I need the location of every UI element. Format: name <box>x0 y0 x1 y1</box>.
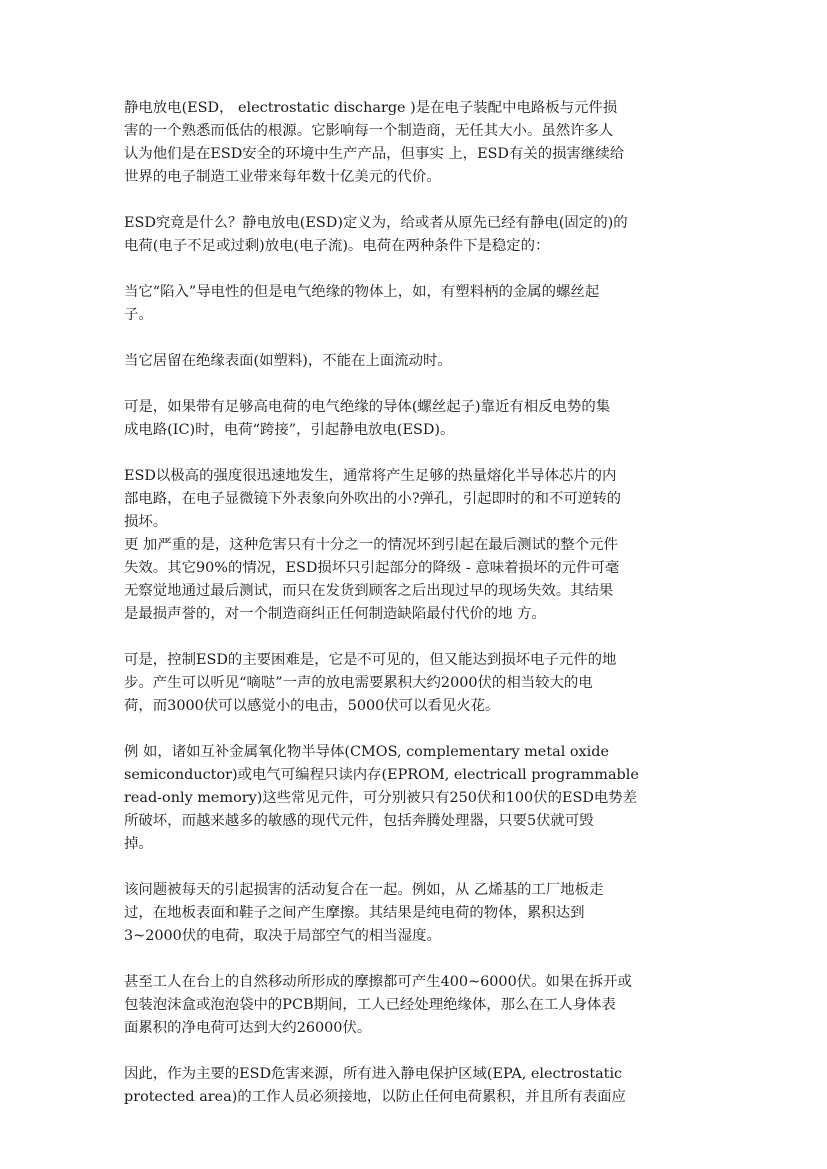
paragraph-sensitive-components: 例 如，诸如互补金属氧化物半导体(CMOS, complementary metal oxide semiconductor)或电气可编程只读内存(EPROM, electricall programmable read-only memory)这些常见元件，可分别被只有250伏和100伏的ESD电势差 所破坏，而越来越多的敏感的现代元件，包括奔腾处理器，只要5伏就可毁 掉。 <box>124 744 639 852</box>
paragraph-condition-insulator: 当它居留在绝缘表面(如塑料)，不能在上面流动时。 <box>124 353 452 369</box>
paragraph-charge-jump: 可是，如果带有足够高电荷的电气绝缘的导体(螺丝起子)靠近有相反电势的集 成电路(IC)时，电荷“跨接”，引起静电放电(ESD)。 <box>124 399 611 438</box>
document-page <box>124 97 702 1109</box>
paragraph-worker-friction: 甚至工人在台上的自然移动所形成的摩擦都可产生400~6000伏。如果在拆开或 包装泡沫盒或泡泡袋中的PCB期间，工人已经处理绝缘体，那么在工人身体表 面累积的净电荷可达到大约26000伏。 <box>124 974 632 1036</box>
paragraph-esd-definition: ESD究竟是什么？静电放电(ESD)定义为，给或者从原先已经有静电(固定的)的 电荷(电子不足或过剩)放电(电子流)。电荷在两种条件下是稳定的： <box>124 215 628 254</box>
paragraph-condition-trapped: 当它“陷入”导电性的但是电气绝缘的物体上，如，有塑料柄的金属的螺丝起 子。 <box>124 284 600 323</box>
paragraph-partial-degradation: 更 加严重的是，这种危害只有十分之一的情况坏到引起在最后测试的整个元件 失效。其它90%的情况，ESD损坏只引起部分的降级 - 意味着损坏的元件可毫 无察觉地通过最后测试，而只在发货到顾客之后出现过早的现场失效。其结果 是最损声誉的，对一个制造商纠正任何制造缺陷最付代价的地 方。 <box>124 537 620 622</box>
paragraph-esd-damage: ESD以极高的强度很迅速地发生，通常将产生足够的热量熔化半导体芯片的内 部电路，在电子显微镜下外表象向外吹出的小?弹孔，引起即时的和不可逆转的 损坏。 <box>124 468 621 530</box>
paragraph-daily-activities: 该问题被每天的引起损害的活动复合在一起。例如，从 乙烯基的工厂地板走 过，在地板表面和鞋子之间产生摩擦。其结果是纯电荷的物体，累积达到 3~2000伏的电荷，取决于局部空气的相当湿度。 <box>124 882 604 944</box>
paragraph-epa-grounding: 因此，作为主要的ESD危害来源，所有进入静电保护区域(EPA, electrostatic protected area)的工作人员必须接地，以防止任何电荷累积，并且所有表面应 <box>124 1066 626 1105</box>
paragraph-esd-intro: 静电放电(ESD， electrostatic discharge )是在电子装配中电路板与元件损 害的一个熟悉而低估的根源。它影响每一个制造商，无任其大小。虽然许多人 认为他们是在ESD安全的环境中生产产品，但事实 上，ESD有关的损害继续给 世界的电子制造工业带来每年数十亿美元的代价。 <box>124 100 625 185</box>
paragraph-invisible-esd: 可是，控制ESD的主要困难是，它是不可见的，但又能达到损坏电子元件的地 步。产生可以听见“嘀哒”一声的放电需要累积大约2000伏的相当较大的电 荷，而3000伏可以感觉小的电击，5000伏可以看见火花。 <box>124 652 617 714</box>
